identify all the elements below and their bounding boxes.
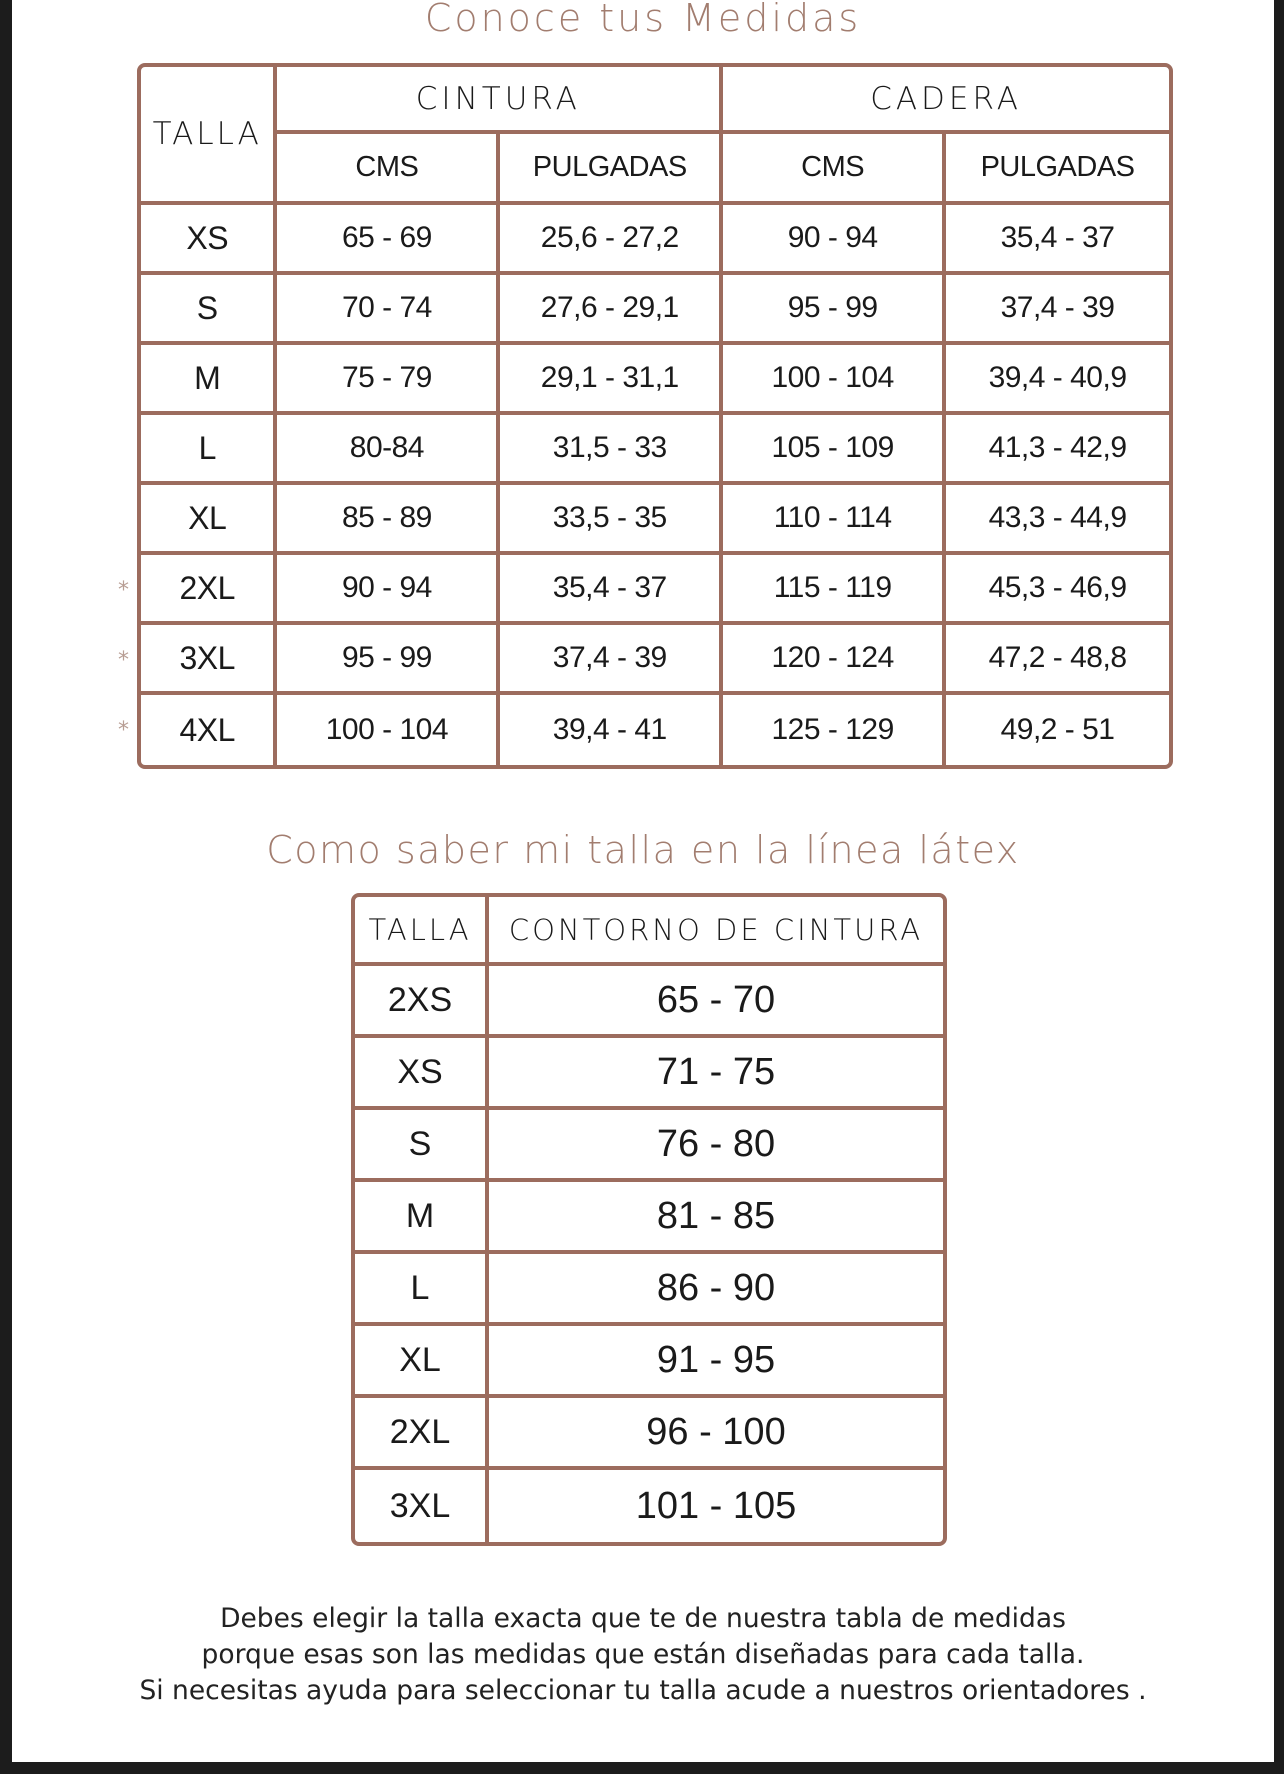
latex-table-row [355, 1038, 943, 1110]
cintura-pulgadas-cell: 25,6 - 27,2 [500, 205, 723, 275]
size-table-row [141, 275, 1169, 345]
cadera-cms-cell: 90 - 94 [723, 205, 946, 275]
cintura-pulgadas-cell: 33,5 - 35 [500, 485, 723, 555]
cintura-pulgadas-cell: 31,5 - 33 [500, 415, 723, 485]
size-table [137, 63, 1173, 769]
subheader-cintura-cms: CMS [277, 134, 500, 205]
cintura-cms-cell: 90 - 94 [277, 555, 500, 625]
size-table-header-row-1 [141, 67, 1169, 134]
cadera-pulgadas-cell: 43,3 - 44,9 [946, 485, 1169, 555]
cadera-cms-cell: 110 - 114 [723, 485, 946, 555]
latex-contorno-cell: 71 - 75 [489, 1038, 943, 1110]
subheader-cadera-cms: CMS [723, 134, 946, 205]
cadera-pulgadas-cell: 41,3 - 42,9 [946, 415, 1169, 485]
asterisk-marker: * [118, 718, 129, 743]
latex-size-cell: 2XL [355, 1398, 489, 1470]
latex-table-row [355, 1398, 943, 1470]
size-cell: 2XL [141, 555, 277, 625]
asterisk-marker: * [118, 578, 129, 603]
cadera-pulgadas-cell: 45,3 - 46,9 [946, 555, 1169, 625]
size-table-row [141, 555, 1169, 625]
header-cintura: CINTURA [277, 67, 723, 134]
header-cadera: CADERA [723, 67, 1169, 134]
latex-size-cell: M [355, 1182, 489, 1254]
size-table-header-row-2 [141, 134, 1169, 205]
latex-size-cell: S [355, 1110, 489, 1182]
latex-contorno-cell: 65 - 70 [489, 966, 943, 1038]
latex-table-row [355, 1110, 943, 1182]
cintura-cms-cell: 100 - 104 [277, 695, 500, 765]
size-table-row [141, 415, 1169, 485]
asterisk-marker: * [118, 648, 129, 673]
cadera-cms-cell: 105 - 109 [723, 415, 946, 485]
latex-table-row [355, 1254, 943, 1326]
subheader-cintura-pulgadas: PULGADAS [500, 134, 723, 205]
cintura-pulgadas-cell: 35,4 - 37 [500, 555, 723, 625]
cadera-pulgadas-cell: 39,4 - 40,9 [946, 345, 1169, 415]
cadera-cms-cell: 120 - 124 [723, 625, 946, 695]
size-table-row [141, 205, 1169, 275]
note-line: Si necesitas ayuda para seleccionar tu talla acude a nuestros orientadores . [139, 1675, 1147, 1706]
cadera-cms-cell: 115 - 119 [723, 555, 946, 625]
subheader-cadera-pulgadas: PULGADAS [946, 134, 1169, 205]
cadera-pulgadas-cell: 47,2 - 48,8 [946, 625, 1169, 695]
cadera-pulgadas-cell: 35,4 - 37 [946, 205, 1169, 275]
latex-contorno-cell: 91 - 95 [489, 1326, 943, 1398]
size-cell: 4XL [141, 695, 277, 765]
note-line: porque esas son las medidas que están diseñadas para cada talla. [201, 1639, 1085, 1670]
size-cell: M [141, 345, 277, 415]
cintura-cms-cell: 80-84 [277, 415, 500, 485]
latex-contorno-cell: 96 - 100 [489, 1398, 943, 1470]
latex-size-cell: XS [355, 1038, 489, 1110]
size-advice-note [12, 1601, 1274, 1709]
latex-size-cell: 3XL [355, 1470, 489, 1542]
cintura-cms-cell: 70 - 74 [277, 275, 500, 345]
note-line: Debes elegir la talla exacta que te de nuestra tabla de medidas [220, 1603, 1066, 1634]
cintura-pulgadas-cell: 37,4 - 39 [500, 625, 723, 695]
size-cell: 3XL [141, 625, 277, 695]
size-cell: L [141, 415, 277, 485]
cintura-pulgadas-cell: 27,6 - 29,1 [500, 275, 723, 345]
size-table-row [141, 485, 1169, 555]
header-talla: TALLA [141, 67, 277, 205]
cadera-cms-cell: 100 - 104 [723, 345, 946, 415]
latex-table-row [355, 1470, 943, 1542]
size-cell: XL [141, 485, 277, 555]
latex-table-row [355, 1326, 943, 1398]
latex-contorno-cell: 86 - 90 [489, 1254, 943, 1326]
size-table-row [141, 625, 1169, 695]
latex-table-row [355, 966, 943, 1038]
cintura-cms-cell: 65 - 69 [277, 205, 500, 275]
latex-header-contorno: CONTORNO DE CINTURA [489, 897, 943, 966]
cintura-cms-cell: 85 - 89 [277, 485, 500, 555]
page-title: Conoce tus Medidas [424, 0, 862, 40]
size-table-row [141, 695, 1169, 765]
size-guide-page [12, 0, 1274, 1762]
cadera-cms-cell: 95 - 99 [723, 275, 946, 345]
size-cell: S [141, 275, 277, 345]
latex-size-table [351, 893, 947, 1546]
cadera-cms-cell: 125 - 129 [723, 695, 946, 765]
cadera-pulgadas-cell: 37,4 - 39 [946, 275, 1169, 345]
latex-size-cell: 2XS [355, 966, 489, 1038]
latex-contorno-cell: 101 - 105 [635, 1484, 797, 1527]
size-table-row [141, 345, 1169, 415]
latex-size-cell: L [355, 1254, 489, 1326]
latex-contorno-cell: 76 - 80 [489, 1110, 943, 1182]
cadera-pulgadas-cell: 49,2 - 51 [1000, 713, 1115, 746]
cintura-pulgadas-cell: 29,1 - 31,1 [500, 345, 723, 415]
size-cell: XS [141, 205, 277, 275]
latex-contorno-cell: 81 - 85 [489, 1182, 943, 1254]
latex-table-header-row [355, 897, 943, 966]
latex-section-title: Como saber mi talla en la línea látex [266, 828, 1020, 872]
latex-size-cell: XL [355, 1326, 489, 1398]
cintura-pulgadas-cell: 39,4 - 41 [500, 695, 723, 765]
cintura-cms-cell: 95 - 99 [277, 625, 500, 695]
latex-table-row [355, 1182, 943, 1254]
latex-header-talla: TALLA [355, 897, 489, 966]
cintura-cms-cell: 75 - 79 [277, 345, 500, 415]
